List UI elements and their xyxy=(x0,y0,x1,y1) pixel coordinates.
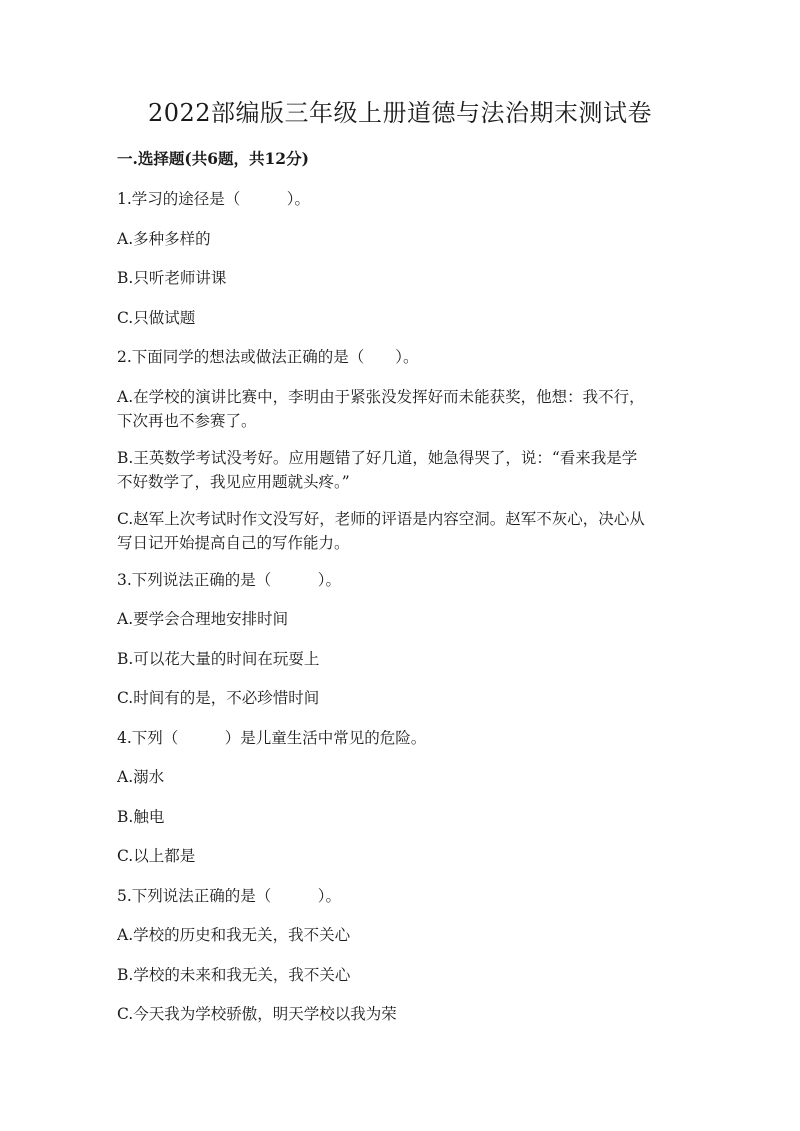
question-3-option-a[interactable]: A.要学会合理地安排时间 xyxy=(117,610,289,628)
question-2-option-c-line-2[interactable]: 写日记开始提高自己的写作能力。 xyxy=(117,534,350,552)
question-4-option-c[interactable]: C.以上都是 xyxy=(117,847,196,865)
question-3-option-c[interactable]: C.时间有的是，不必珍惜时间 xyxy=(117,689,320,707)
section-heading: 一.选择题(共6题，共12分) xyxy=(117,149,309,168)
question-3-option-b[interactable]: B.可以花大量的时间在玩耍上 xyxy=(117,650,320,668)
question-2-option-c-line-1[interactable]: C.赵军上次考试时作文没写好，老师的评语是内容空洞。赵军不灰心，决心从 xyxy=(117,510,645,528)
question-2-option-a-line-2[interactable]: 下次再也不参赛了。 xyxy=(117,412,257,430)
question-4-option-a[interactable]: A.溺水 xyxy=(117,768,165,786)
question-5-option-b[interactable]: B.学校的未来和我无关，我不关心 xyxy=(117,966,351,984)
question-2-option-b-line-2[interactable]: 不好数学了，我见应用题就头疼。” xyxy=(117,473,350,491)
question-5-stem: 5.下列说法正确的是（ ）。 xyxy=(117,887,342,905)
question-1-option-c[interactable]: C.只做试题 xyxy=(117,309,196,327)
question-2-option-b-line-1[interactable]: B.王英数学考试没考好。应用题错了好几道，她急得哭了，说：“看来我是学 xyxy=(117,449,638,467)
question-2-stem: 2.下面同学的想法或做法正确的是（ ）。 xyxy=(117,348,419,366)
question-3-stem: 3.下列说法正确的是（ ）。 xyxy=(117,571,342,589)
question-1-option-b[interactable]: B.只听老师讲课 xyxy=(117,269,227,287)
question-5-option-c[interactable]: C.今天我为学校骄傲，明天学校以我为荣 xyxy=(117,1005,397,1023)
question-5-option-a[interactable]: A.学校的历史和我无关，我不关心 xyxy=(117,926,351,944)
question-4-stem: 4.下列（ ）是儿童生活中常见的危险。 xyxy=(117,729,427,747)
question-1-option-a[interactable]: A.多种多样的 xyxy=(117,230,211,248)
page-title: 2022部编版三年级上册道德与法治期末测试卷 xyxy=(147,99,653,127)
question-4-option-b[interactable]: B.触电 xyxy=(117,808,165,826)
question-2-option-a-line-1[interactable]: A.在学校的演讲比赛中，李明由于紧张没发挥好而未能获奖，他想：我不行， xyxy=(117,388,645,406)
question-1-stem: 1.学习的途径是（ ）。 xyxy=(117,190,311,208)
